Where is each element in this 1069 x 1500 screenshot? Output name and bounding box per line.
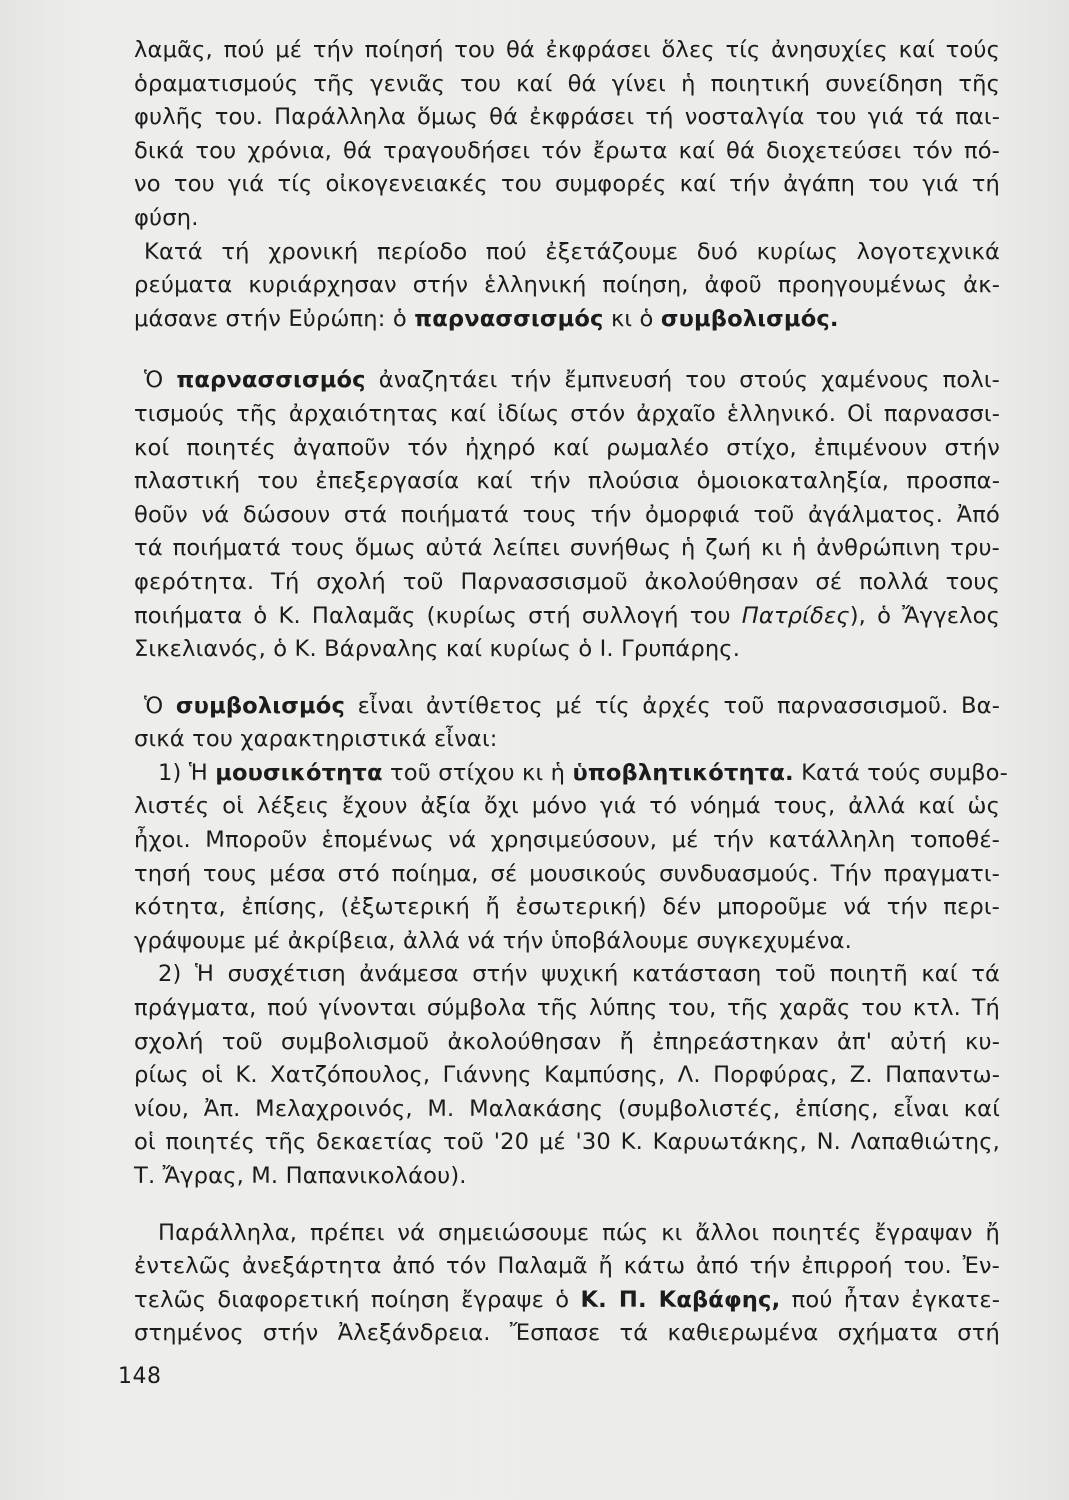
text-line [134, 690, 1000, 724]
text-line: πλαστική του ἐπεξεργασία καί τήν πλούσια ὁμοιοκαταληξία, προσπα- [134, 468, 1000, 495]
text-run: ἀναζητάει τήν ἔμπνευσή του στούς χαμένους πολι- [365, 367, 1000, 394]
text-line: φυλῆς του. Παράλληλα ὅμως θά ἐκφράσει τή νοσταλγία του γιά τά παι- [134, 104, 1000, 131]
text-line [134, 600, 1000, 634]
text-line: οἱ ποιητές τῆς δεκαετίας τοῦ '20 μέ '30 Κ. Καρυωτάκης, Ν. Λαπαθιώτης, [134, 1129, 1000, 1156]
text-run: Κατά τούς συμβο- [793, 759, 1008, 786]
text-line: γράψουμε μέ ἀκρίβεια, ἀλλά νά τήν ὑποβάλουμε συγκεχυμένα. [134, 927, 852, 954]
term-parnassism: παρνασσισμός [176, 367, 366, 394]
text-run: πού ἦταν ἐγκατε- [780, 1286, 1001, 1313]
paragraph-6 [134, 958, 1000, 1193]
text-line: κότητα, ἐπίσης, (ἐξωτερική ἤ ἐσωτερική) δέν μποροῦμε νά τήν περι- [134, 894, 1000, 921]
page-number: 148 [118, 1364, 162, 1389]
text-line: φύση. [134, 204, 199, 231]
poet-name-cavafy: Κ. Π. Καβάφης, [580, 1286, 781, 1313]
paragraph-3 [134, 364, 1000, 666]
text-run: 1) Ἡ [158, 759, 216, 786]
paragraph-7 [134, 1217, 1000, 1351]
term-parnassism: παρνασσισμός [414, 305, 604, 332]
text-line: θοῦν νά δώσουν στά ποιήματά τους τήν ὀμορφιά τοῦ ἀγάλματος. Ἀπό [134, 501, 1000, 528]
text-run: ), ὁ Ἄγγελος [849, 602, 1000, 629]
text-line: τισμούς τῆς ἀρχαιότητας καί ἰδίως στόν ἀρχαῖο ἑλληνικό. Οἱ παρνασσι- [134, 400, 1000, 427]
text-line: σχολή τοῦ συμβολισμοῦ ἀκολούθησαν ἤ ἐπηρεάστηκαν ἀπ' αὐτή κυ- [134, 1028, 1000, 1055]
text-line: λαμᾶς, πού μέ τήν ποίησή του θά ἐκφράσει ὅλες τίς ἀνησυχίες καί τούς [134, 37, 1000, 63]
text-run: Ὁ [144, 692, 176, 719]
paragraph-1 [134, 34, 1000, 236]
text-line [134, 364, 1000, 398]
text-line: 2) Ἡ συσχέτιση ἀνάμεσα στήν ψυχική κατάσταση τοῦ ποιητῆ καί τά [158, 961, 1000, 988]
text-line: Σικελιανός, ὁ Κ. Βάρναλης καί κυρίως ὁ Ι. Γρυπάρης. [134, 636, 741, 663]
text-line: Κατά τή χρονική περίοδο πού ἐξετάζουμε δυό κυρίως λογοτεχνικά [144, 238, 1000, 265]
text-line: ρίως οἱ Κ. Χατζόπουλος, Γιάννης Καμπύσης, Λ. Πορφύρας, Ζ. Παπαντω- [134, 1062, 1000, 1089]
term-symbolism: συμβολισμός. [660, 305, 839, 332]
text-line [134, 757, 1008, 791]
paragraph-2 [134, 236, 1000, 337]
text-line: δικά του χρόνια, θά τραγουδήσει τόν ἔρωτα καί θά διοχετεύσει τόν πό- [134, 137, 1000, 164]
paragraph-5 [134, 757, 1008, 959]
term-suggestiveness: ὑποβλητικότητα. [572, 759, 794, 786]
term-musicality: μουσικότητα [215, 759, 383, 786]
text-line: νίου, Ἀπ. Μελαχροινός, Μ. Μαλακάσης (συμβολιστές, ἐπίσης, εἶναι καί [134, 1095, 1000, 1122]
text-run: τοῦ στίχου κι ἡ [382, 759, 573, 786]
text-line: στημένος στήν Ἀλεξάνδρεια. Ἔσπασε τά καθιερωμένα σχήματα στή [134, 1320, 1000, 1347]
text-line: τησή τους μέσα στό ποίημα, σέ μουσικούς συνδυασμούς. Τήν πραγματι- [134, 860, 1000, 887]
text-run: μάσανε στήν Εὐρώπη: ὁ [134, 305, 415, 332]
text-line: κοί ποιητές ἀγαποῦν τόν ἠχηρό καί ρωμαλέο στίχο, ἐπιμένουν στήν [134, 434, 1000, 461]
text-run: Ὁ [144, 367, 177, 394]
text-line: ὁραματισμούς τῆς γενιᾶς του καί θά γίνει ἡ ποιητική συνείδηση τῆς [134, 70, 1000, 97]
text-line: πράγματα, πού γίνονται σύμβολα τῆς λύπης του, τῆς χαρᾶς του κτλ. Τή [134, 995, 1000, 1022]
text-run: ποιήματα ὁ Κ. Παλαμᾶς (κυρίως στή συλλογή του [134, 602, 742, 629]
text-line [134, 1284, 1000, 1318]
text-run: εἶναι ἀντίθετος μέ τίς ἀρχές τοῦ παρνασσισμοῦ. Βα- [344, 692, 1000, 719]
text-run: κι ὁ [603, 305, 661, 332]
text-line: νο του γιά τίς οἰκογενειακές του συμφορές καί τήν ἀγάπη του γιά τή [134, 171, 1000, 198]
text-line: ρεύματα κυριάρχησαν στήν ἑλληνική ποίηση, ἀφοῦ προηγουμένως ἀκ- [134, 272, 1000, 299]
body-text [134, 34, 1008, 1351]
paragraph-4 [134, 690, 1000, 757]
text-line: Τ. Ἄγρας, Μ. Παπανικολάου). [134, 1163, 467, 1189]
text-line: ἦχοι. Μποροῦν ἑπομένως νά χρησιμεύσουν, μέ τήν κατάλληλη τοποθέ- [134, 827, 1000, 854]
book-title-patrides: Πατρίδες [741, 602, 850, 629]
text-run: τελῶς διαφορετική ποίηση ἔγραψε ὁ [134, 1286, 581, 1313]
term-symbolism: συμβολισμός [175, 692, 345, 719]
text-line: λιστές οἱ λέξεις ἔχουν ἀξία ὄχι μόνο γιά τό νόημά τους, ἀλλά καί ὡς [134, 793, 1000, 820]
text-line: φερότητα. Τή σχολή τοῦ Παρνασσισμοῦ ἀκολούθησαν σέ πολλά τους [134, 568, 1000, 595]
text-line: σικά του χαρακτηριστικά εἶναι: [134, 726, 498, 753]
text-line: Παράλληλα, πρέπει νά σημειώσουμε πώς κι ἄλλοι ποιητές ἔγραψαν ἤ [158, 1219, 1000, 1246]
text-line [134, 303, 1000, 337]
text-line: τά ποιήματά τους ὅμως αὐτά λείπει συνήθως ἡ ζωή κι ἡ ἀνθρώπινη τρυ- [134, 535, 1000, 562]
text-line: ἐντελῶς ἀνεξάρτητα ἀπό τόν Παλαμᾶ ἤ κάτω ἀπό τήν ἐπιρροή του. Ἐν- [134, 1253, 1000, 1280]
